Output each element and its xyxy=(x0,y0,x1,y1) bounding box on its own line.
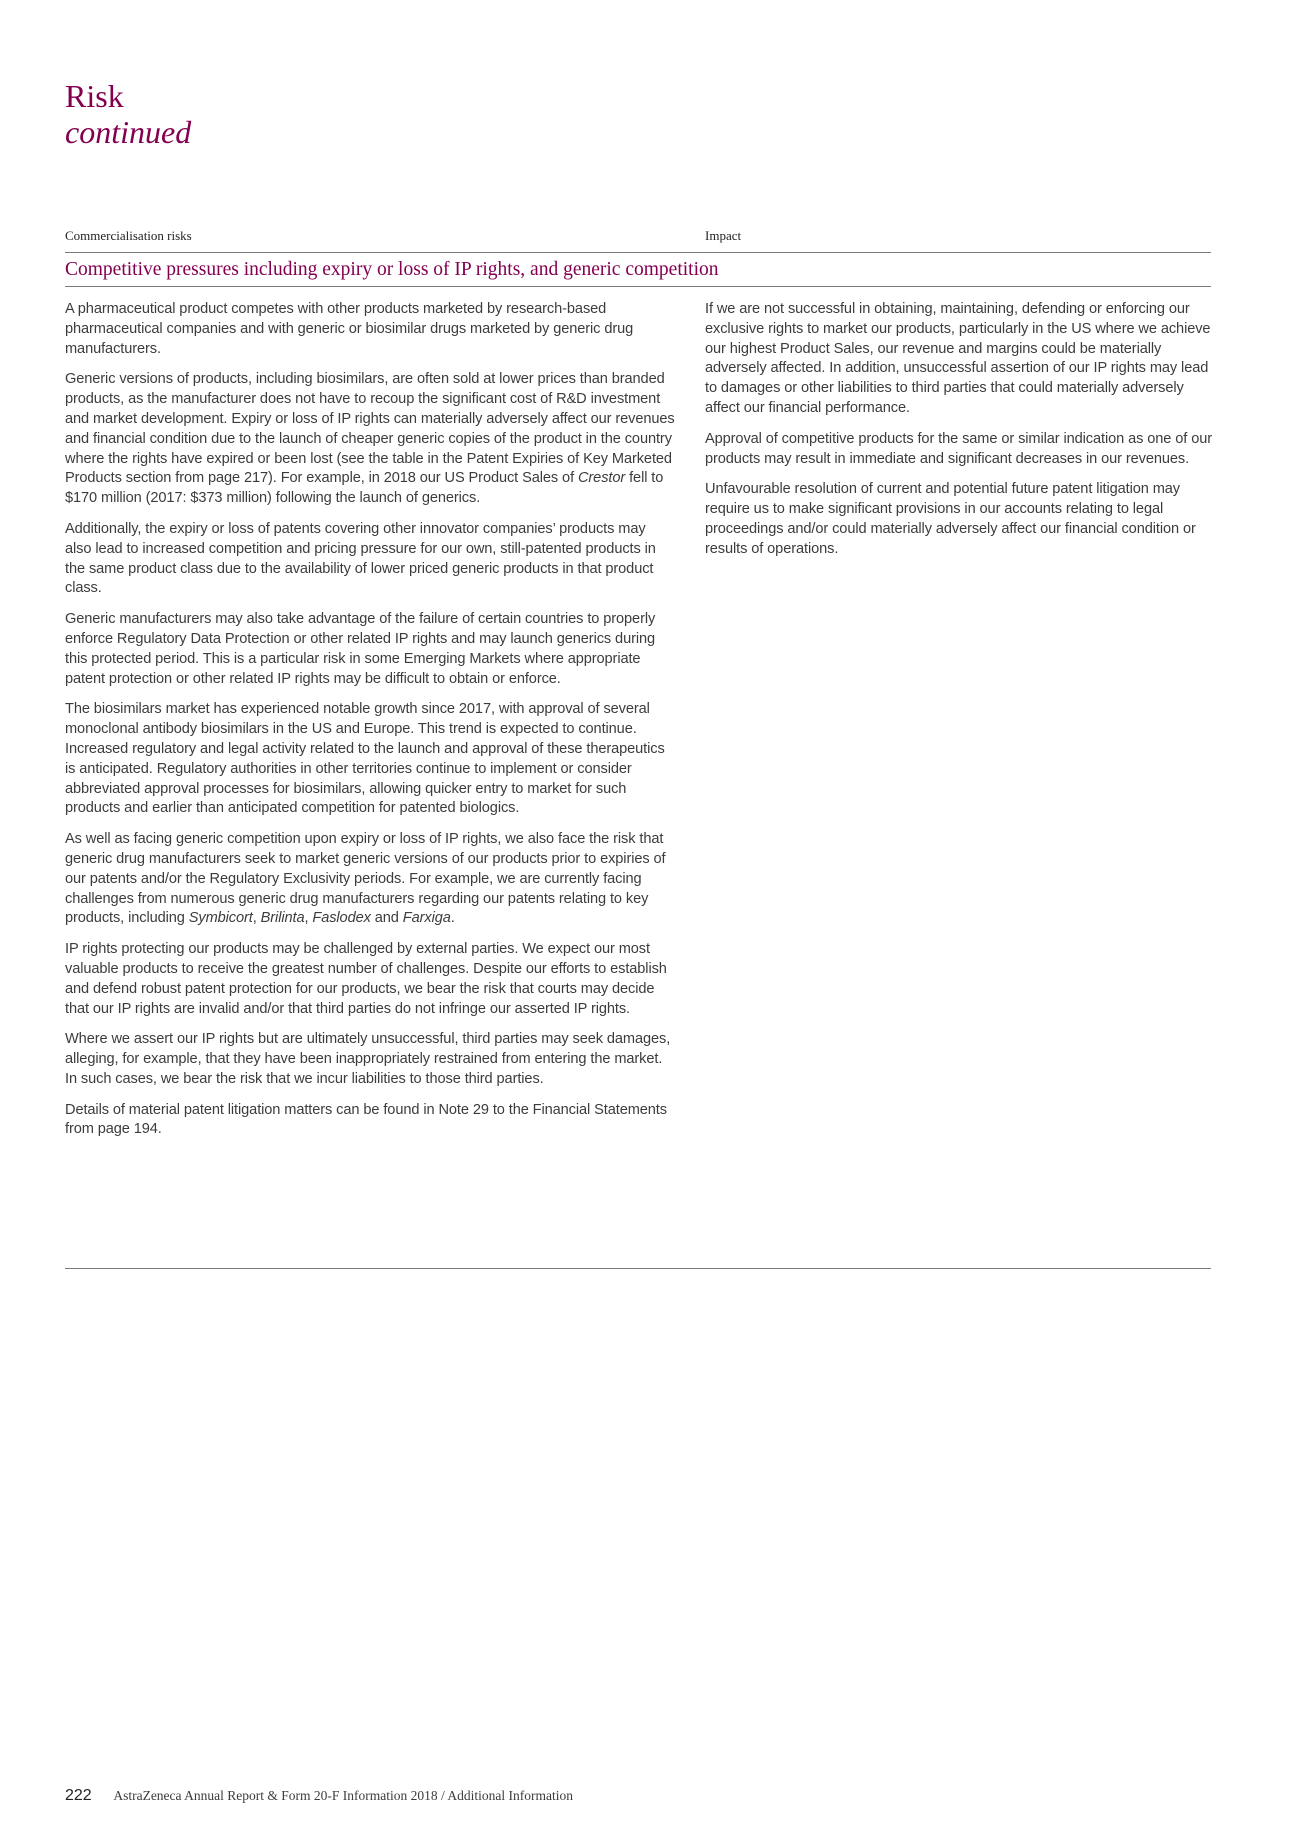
paragraph-text: Additionally, the expiry or loss of patents covering other innovator companies’ products may also lead to increased competition and pricing pressure for our own, still-patented products in the same product class due to the availability of lower priced generic products in that product class. xyxy=(65,520,656,597)
paragraph xyxy=(705,300,1215,419)
paragraph xyxy=(65,520,675,599)
paragraph-text: Where we assert our IP rights but are ultimately unsuccessful, third parties may seek damages, alleging, for example, that they have been inappropriately restrained from entering the market. In such cases, we bear the risk that we incur liabilities to those third parties. xyxy=(65,1031,671,1087)
impact-description-column xyxy=(705,300,1215,571)
paragraph-text: Unfavourable resolution of current and potential future patent litigation may require us to make significant provisions in our accounts relating to legal proceedings and/or could materially adversely affect our financial condition or results of operations. xyxy=(705,481,1196,557)
paragraph-text: and xyxy=(370,910,403,927)
column-header-commercialisation-risks: Commercialisation risks xyxy=(65,228,192,243)
paragraph xyxy=(65,1101,675,1141)
divider-under-title xyxy=(65,286,1211,287)
paragraph xyxy=(65,1030,675,1089)
page-title: Risk xyxy=(65,78,124,114)
paragraph xyxy=(705,430,1215,470)
page-number: 222 xyxy=(65,1787,92,1804)
risk-description-column xyxy=(65,300,675,1151)
paragraph-text: . xyxy=(450,910,455,927)
paragraph-text: IP rights protecting our products may be challenged by external parties. We expect our most valuable products to receive the greatest number of challenges. Despite our efforts to establish and defend robust patent protection for our products, we bear the risk that courts may decide that our IP rights are invalid and/or that third parties do not infringe our asserted IP rights. xyxy=(65,941,667,1017)
product-name: Symbicort xyxy=(188,910,253,927)
paragraph-text: Generic versions of products, including biosimilars, are often sold at lower prices than branded products, as the manufacturer does not have to recoup the significant cost of R&D investment and market development. Expiry or loss of IP rights can materially adversely affect our revenues and financial condition due to the launch of cheaper generic copies of the product in the country where the rights have expired or been lost (see the table in the Patent Expiries of Key Marketed Products section from page 217). For example, in 2018 our US Product Sales of xyxy=(65,371,675,487)
paragraph-text: Details of material patent litigation matters can be found in Note 29 to the Financial Statements from page 194. xyxy=(65,1101,667,1138)
page-footer xyxy=(65,1787,573,1805)
paragraph-text: If we are not successful in obtaining, maintaining, defending or enforcing our exclusive rights to market our products, particularly in the US where we achieve our highest Product Sales, our revenue and margins could be materially adversely affected. In addition, unsuccessful assertion of our IP rights may lead to damages or other liabilities to third parties that could materially adversely affect our financial performance. xyxy=(705,301,1211,416)
paragraph xyxy=(65,830,675,929)
divider-top xyxy=(65,252,1211,253)
paragraph xyxy=(65,940,675,1019)
paragraph xyxy=(65,370,675,509)
paragraph-text: As well as facing generic competition upon expiry or loss of IP rights, we also face the risk that generic drug manufacturers seek to market generic versions of our products prior to expiries of our patents and/or the Regulatory Exclusivity periods. For example, we are currently facing challenges from numerous generic drug manufacturers regarding our patents relating to key products, including xyxy=(65,831,666,927)
page-subtitle: continued xyxy=(65,114,192,150)
paragraph-text: , xyxy=(252,910,261,927)
product-name: Brilinta xyxy=(260,910,305,927)
paragraph-text: Approval of competitive products for the same or similar indication as one of our products may result in immediate and significant decreases in our revenues. xyxy=(705,430,1212,467)
paragraph-text: A pharmaceutical product competes with other products marketed by research-based pharmaceutical companies and with generic or biosimilar drugs marketed by generic drug manufacturers. xyxy=(65,301,634,357)
column-header-impact: Impact xyxy=(705,228,742,243)
paragraph-text: Generic manufacturers may also take advantage of the failure of certain countries to properly enforce Regulatory Data Protection or other related IP rights and may launch generics during this protected period. This is a particular risk in some Emerging Markets where appropriate patent protection or other related IP rights may be difficult to obtain or enforce. xyxy=(65,611,656,687)
paragraph-text: fell to $170 million (2017: $373 million) following the launch of generics. xyxy=(65,470,664,507)
paragraph-text: , xyxy=(304,910,313,927)
risk-title: Competitive pressures including expiry or loss of IP rights, and generic competition xyxy=(65,259,719,280)
footer-text: AstraZeneca Annual Report & Form 20-F Information 2018 / Additional Information xyxy=(113,1788,573,1803)
paragraph-text: The biosimilars market has experienced notable growth since 2017, with approval of several monoclonal antibody biosimilars in the US and Europe. This trend is expected to continue. Increased regulatory and legal activity related to the launch and approval of these therapeutics is anticipated. Regulatory authorities in other territories continue to implement or consider abbreviated approval processes for biosimilars, allowing quicker entry to market for such products and earlier than anticipated competition for patented biologics. xyxy=(65,701,665,817)
product-name: Farxiga xyxy=(402,910,451,927)
paragraph xyxy=(65,700,675,819)
divider-bottom xyxy=(65,1268,1211,1269)
paragraph xyxy=(65,610,675,689)
product-name: Faslodex xyxy=(312,910,371,927)
paragraph xyxy=(705,480,1215,559)
paragraph xyxy=(65,300,675,359)
product-name: Crestor xyxy=(577,470,626,487)
